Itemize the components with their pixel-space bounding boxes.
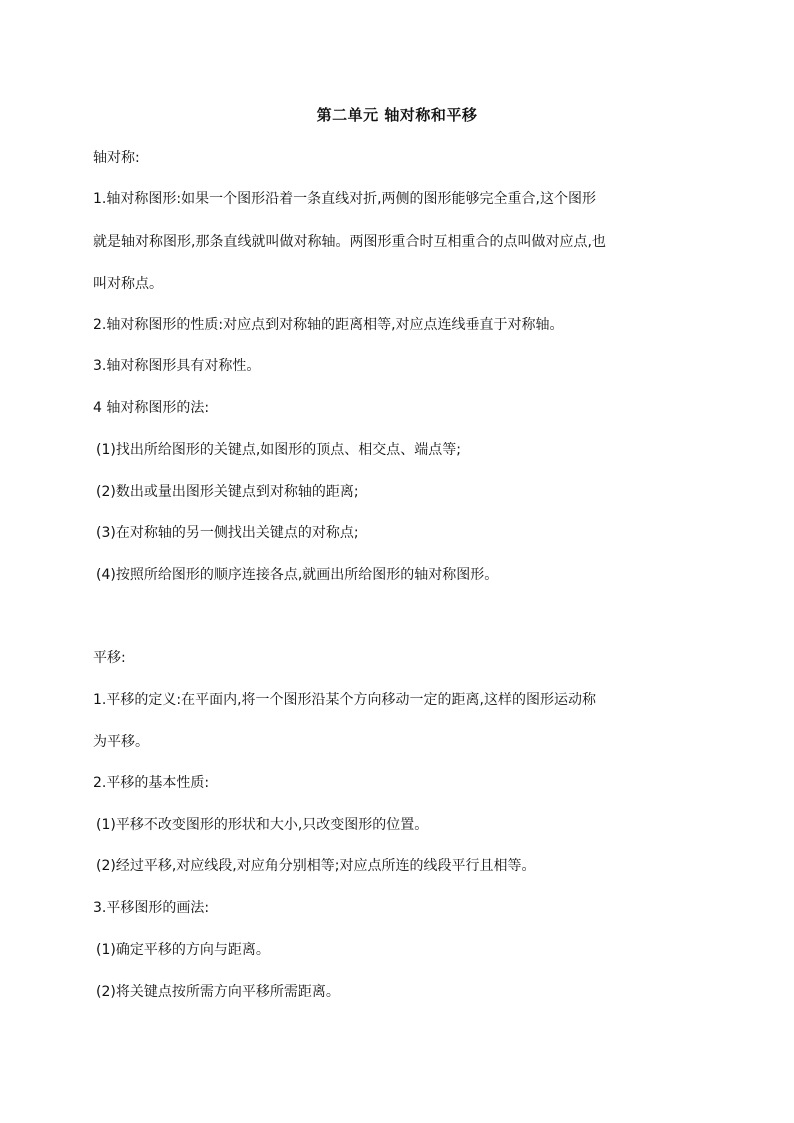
paragraph-line: 就是轴对称图形,那条直线就叫做对称轴。两图形重合时互相重合的点叫做对应点,也 (93, 234, 606, 250)
paragraph-line: 2.轴对称图形的性质:对应点到对称轴的距离相等,对应点连线垂直于对称轴。 (93, 317, 564, 333)
list-item: (3)在对称轴的另一侧找出关键点的对称点; (96, 525, 359, 541)
list-item: (2)经过平移,对应线段,对应角分别相等;对应点所连的线段平行且相等。 (96, 858, 536, 874)
paragraph-line: 2.平移的基本性质: (93, 775, 210, 791)
section-heading-axial-symmetry: 轴对称: (93, 150, 140, 166)
paragraph-line: 1.轴对称图形:如果一个图形沿着一条直线对折,两侧的图形能够完全重合,这个图形 (93, 191, 596, 207)
paragraph-line: 为平移。 (93, 734, 149, 750)
page-title: 第二单元 轴对称和平移 (316, 106, 478, 124)
paragraph-line: 3.轴对称图形具有对称性。 (93, 358, 261, 374)
list-item: (2)数出或量出图形关键点到对称轴的距离; (96, 484, 359, 500)
list-item: (1)确定平移的方向与距离。 (96, 942, 270, 958)
list-item: (2)将关键点按所需方向平移所需距离。 (96, 984, 340, 1000)
section-heading-translation: 平移: (93, 650, 126, 666)
paragraph-line: 3.平移图形的画法: (93, 900, 210, 916)
paragraph-line: 叫对称点。 (93, 276, 163, 292)
list-item: (4)按照所给图形的顺序连接各点,就画出所给图形的轴对称图形。 (96, 567, 499, 583)
list-item: (1)平移不改变图形的形状和大小,只改变图形的位置。 (96, 817, 429, 833)
paragraph-line: 1.平移的定义:在平面内,将一个图形沿某个方向移动一定的距离,这样的图形运动称 (93, 692, 596, 708)
paragraph-line: 4 轴对称图形的法: (93, 400, 210, 416)
list-item: (1)找出所给图形的关键点,如图形的顶点、相交点、端点等; (96, 442, 461, 458)
